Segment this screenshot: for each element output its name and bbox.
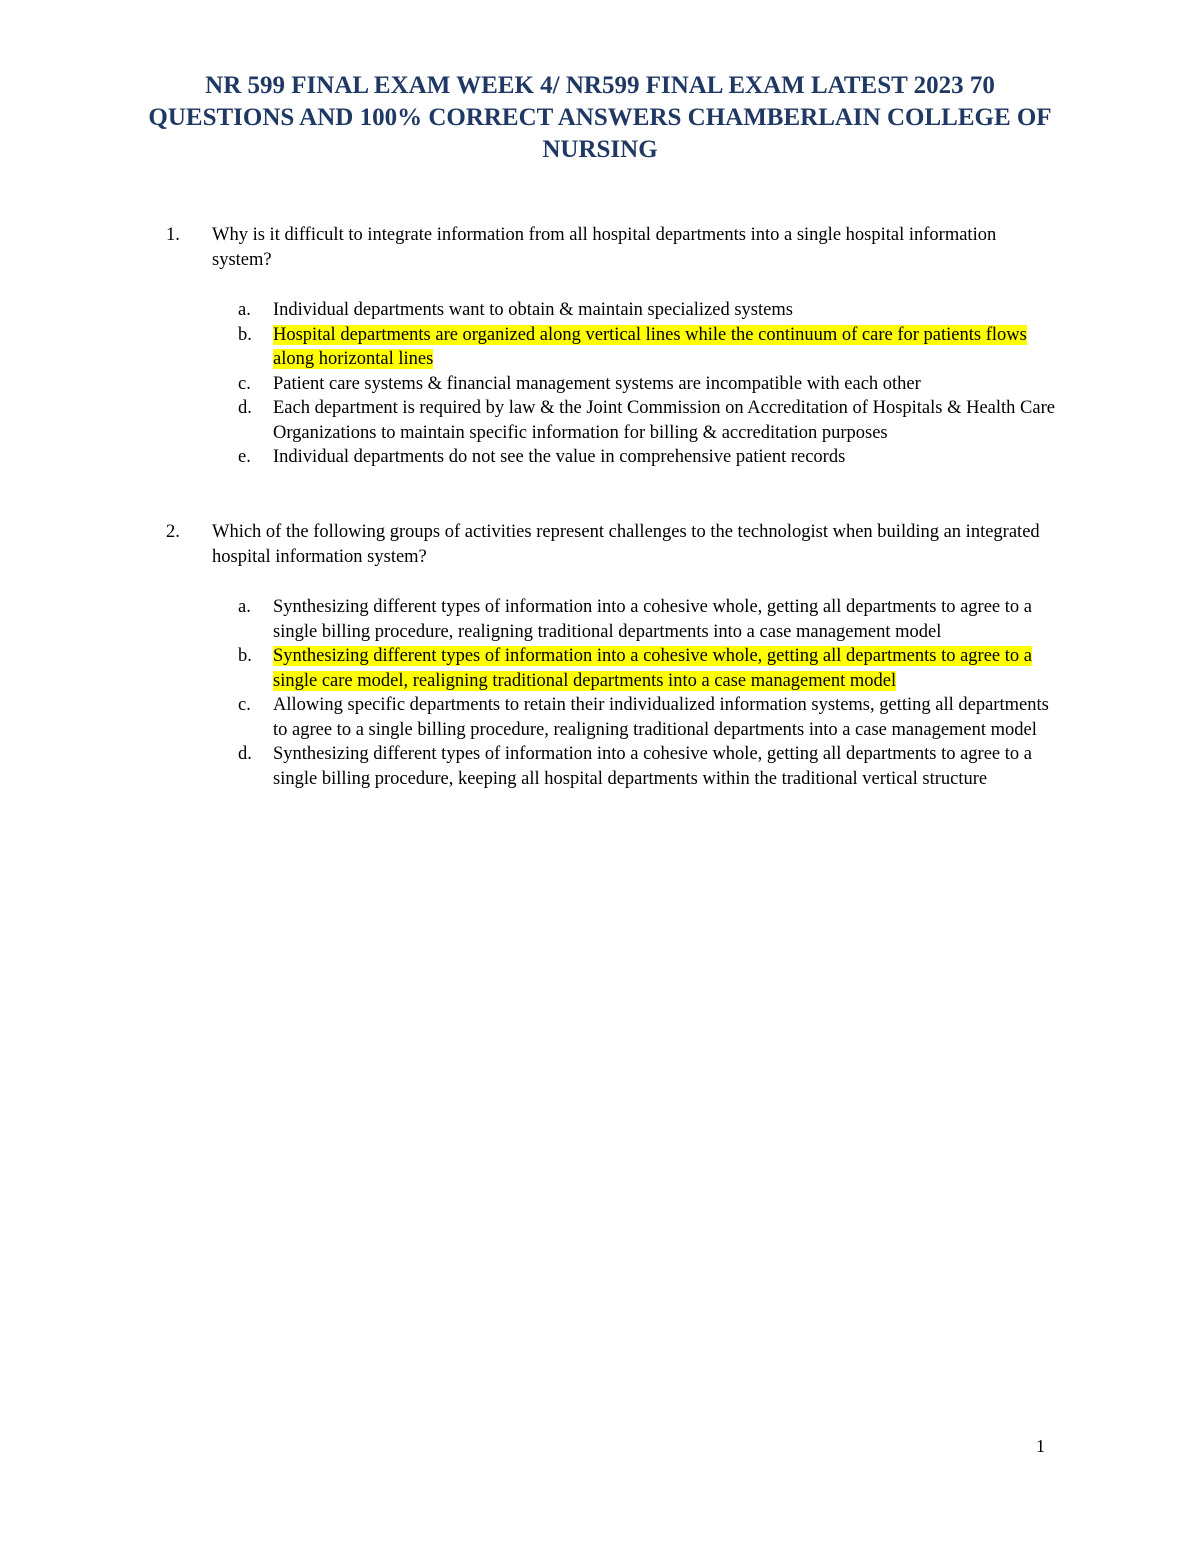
- question-2: [166, 520, 1066, 791]
- option-c: [166, 372, 1066, 397]
- document-title: NR 599 FINAL EXAM WEEK 4/ NR599 FINAL EXAM LATEST 2023 70 QUESTIONS AND 100% CORRECT ANSWERS CHAMBERLAIN COLLEGE OF NURSING: [148, 72, 1052, 163]
- option-b: [166, 644, 1066, 693]
- option-letter: b.: [238, 324, 252, 345]
- option-a: [166, 595, 1066, 644]
- option-text-highlighted: Hospital departments are organized along vertical lines while the continuum of care for patients flows along horizontal lines: [273, 324, 1027, 369]
- option-letter: c.: [238, 373, 251, 394]
- question-1: [166, 223, 1066, 470]
- option-letter: d.: [238, 398, 252, 418]
- question-number: 2.: [166, 522, 180, 542]
- option-text: Allowing specific departments to retain their individualized information systems, getting all departments to agree to a single billing procedure, realigning traditional departments into a case management model: [273, 695, 1049, 740]
- option-text: Synthesizing different types of information into a cohesive whole, getting all departments to agree to a single billing procedure, realigning traditional departments into a case management model: [273, 597, 1032, 642]
- option-c: [166, 693, 1066, 742]
- option-text: Synthesizing different types of information into a cohesive whole, getting all departments to agree to a single billing procedure, keeping all hospital departments within the traditional vertical structure: [273, 744, 1032, 789]
- option-letter: a.: [238, 597, 251, 617]
- option-a: [166, 298, 1066, 323]
- option-e: [166, 445, 1066, 470]
- option-letter: b.: [238, 646, 252, 666]
- option-text-highlighted: Synthesizing different types of information into a cohesive whole, getting all departments to agree to a single care model, realigning traditional departments into a case management model: [273, 646, 1032, 691]
- answer-options: [166, 595, 1066, 791]
- question-number: 1.: [166, 225, 180, 245]
- option-d: [166, 742, 1066, 791]
- question-text: Why is it difficult to integrate information from all hospital departments into a single hospital information system?: [212, 225, 997, 270]
- option-b: [166, 323, 1066, 372]
- option-text: Individual departments do not see the value in comprehensive patient records: [273, 447, 846, 467]
- option-letter: d.: [238, 744, 252, 764]
- option-text: Individual departments want to obtain & maintain specialized systems: [273, 300, 793, 320]
- question-text: Which of the following groups of activities represent challenges to the technologist when building an integrated hospital information system?: [212, 522, 1040, 567]
- option-letter: c.: [238, 695, 251, 715]
- option-letter: a.: [238, 300, 251, 320]
- answer-options: [166, 298, 1066, 470]
- option-text: Each department is required by law & the Joint Commission on Accreditation of Hospitals & Health Care Organizations to maintain specific information for billing & accreditation purposes: [273, 398, 1055, 443]
- option-letter: e.: [238, 447, 251, 467]
- option-d: [166, 396, 1066, 445]
- page-number: 1: [1036, 1436, 1045, 1456]
- option-text: Patient care systems & financial management systems are incompatible with each other: [273, 373, 921, 394]
